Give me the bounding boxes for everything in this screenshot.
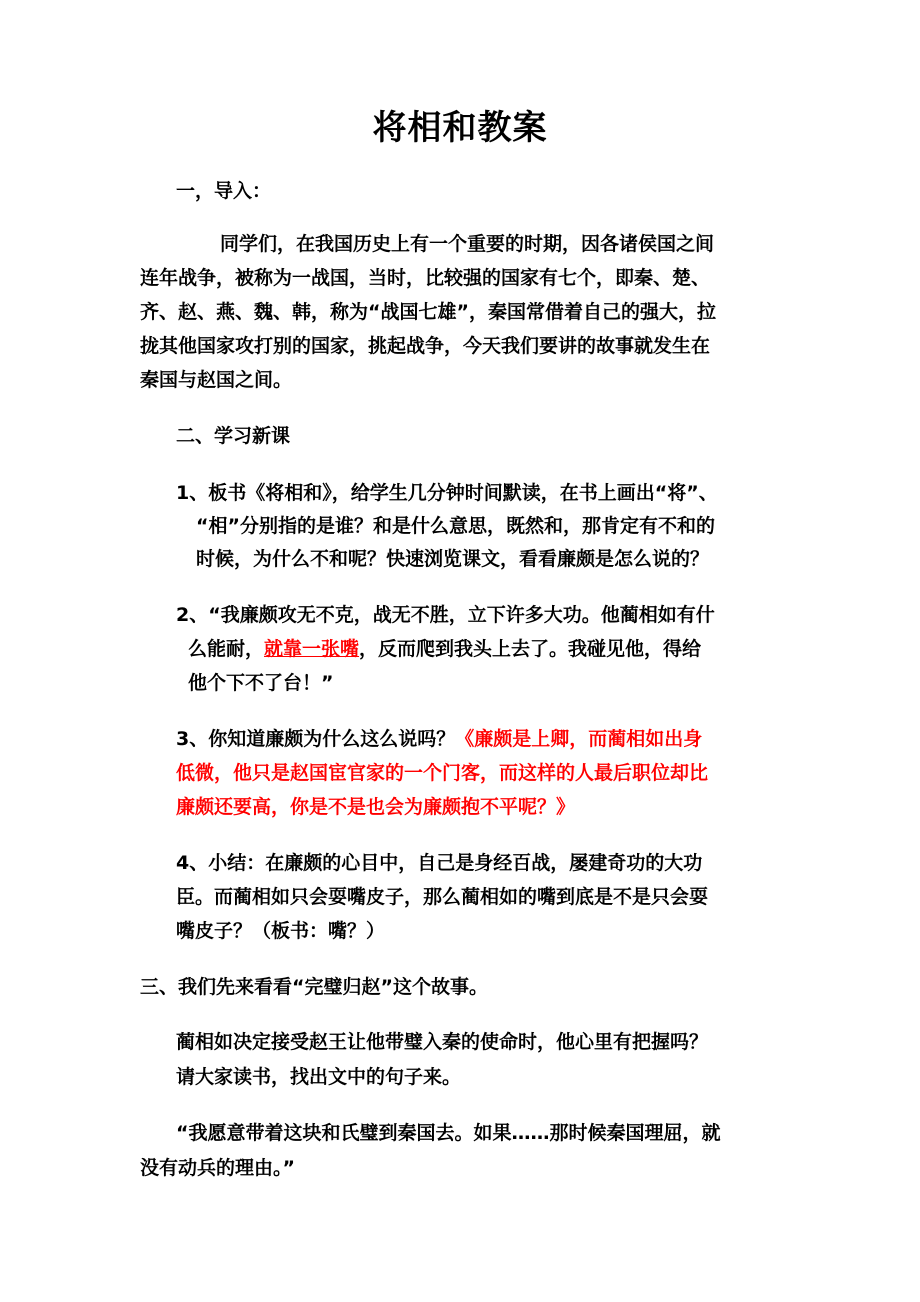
section1-line-1: 同学们，在我国历史上有一个重要的时期，因各诸侯国之间: [220, 233, 715, 255]
section1-line-4: 拢其他国家攻打别的国家，挑起战争，今天我们要讲的故事就发生在: [140, 335, 711, 357]
item1-line-3: 时候，为什么不和呢？快速浏览课文，看看廉颇是怎么说的？: [196, 548, 710, 570]
item4-line-3: 嘴皮子？（板书：嘴？）: [176, 920, 386, 942]
item1-line-1: 1、板书《将相和》，给学生几分钟时间默读，在书上画出“将”、: [176, 482, 718, 504]
item3-line-1-black: 3、你知道廉颇为什么这么说吗？: [176, 728, 456, 750]
item4-line-2: 臣。而蔺相如只会耍嘴皮子，那么蔺相如的嘴到底是不是只会耍: [176, 886, 709, 908]
item3-line-1-red: 《廉颇是上卿，而蔺相如出身: [455, 728, 703, 750]
item3-line-3: 廉颇还要高，你是不是也会为廉颇抱不平呢？》: [176, 796, 576, 818]
section3-para1-line-2: 请大家读书，找出文中的句子来。: [176, 1066, 462, 1088]
item2-highlight: 就靠一张嘴: [264, 638, 360, 660]
item3-line-2: 低微，他只是赵国宦官家的一个门客，而这样的人最后职位却比: [176, 762, 709, 784]
section3-para2-line-1: “我愿意带着这块和氏璧到秦国去。如果……那时候秦国理屈，就: [176, 1122, 721, 1144]
item2-line-2: [188, 632, 701, 666]
section3-para2-line-2: 没有动兵的理由。”: [140, 1157, 295, 1179]
item1-line-2: “相”分别指的是谁？和是什么意思，既然和，那肯定有不和的: [196, 515, 715, 537]
item3-line-1: [176, 722, 702, 756]
section3-heading: 三、我们先来看看“完璧归赵”这个故事。: [140, 976, 488, 998]
section3-para1-line-1: 蔺相如决定接受赵王让他带璧入秦的使命时，他心里有把握吗？: [176, 1031, 709, 1053]
section1-heading: 一，导入：: [176, 180, 272, 202]
section1-line-5: 秦国与赵国之间。: [140, 369, 293, 391]
item2-line-2-before: 么能耐，: [188, 638, 265, 660]
section1-line-3: 齐、赵、燕、魏、韩，称为“战国七雄”，秦国常借着自己的强大，拉: [140, 301, 716, 323]
item2-line-2-after: ，反而爬到我头上去了。我碰见他，得给: [359, 638, 702, 660]
section1-line-2: 连年战争，被称为一战国，当时，比较强的国家有七个，即秦、楚、: [140, 267, 711, 289]
item4-line-1: 4、小结：在廉颇的心目中，自己是身经百战，屡建奇功的大功: [176, 852, 703, 874]
section2-heading: 二、学习新课: [176, 425, 291, 447]
item2-line-1: 2、“我廉颇攻无不克，战无不胜，立下许多大功。他蔺相如有什: [176, 604, 715, 626]
item2-line-3: 他个下不了台！”: [188, 672, 334, 694]
document-title: 将相和教案: [372, 108, 548, 148]
